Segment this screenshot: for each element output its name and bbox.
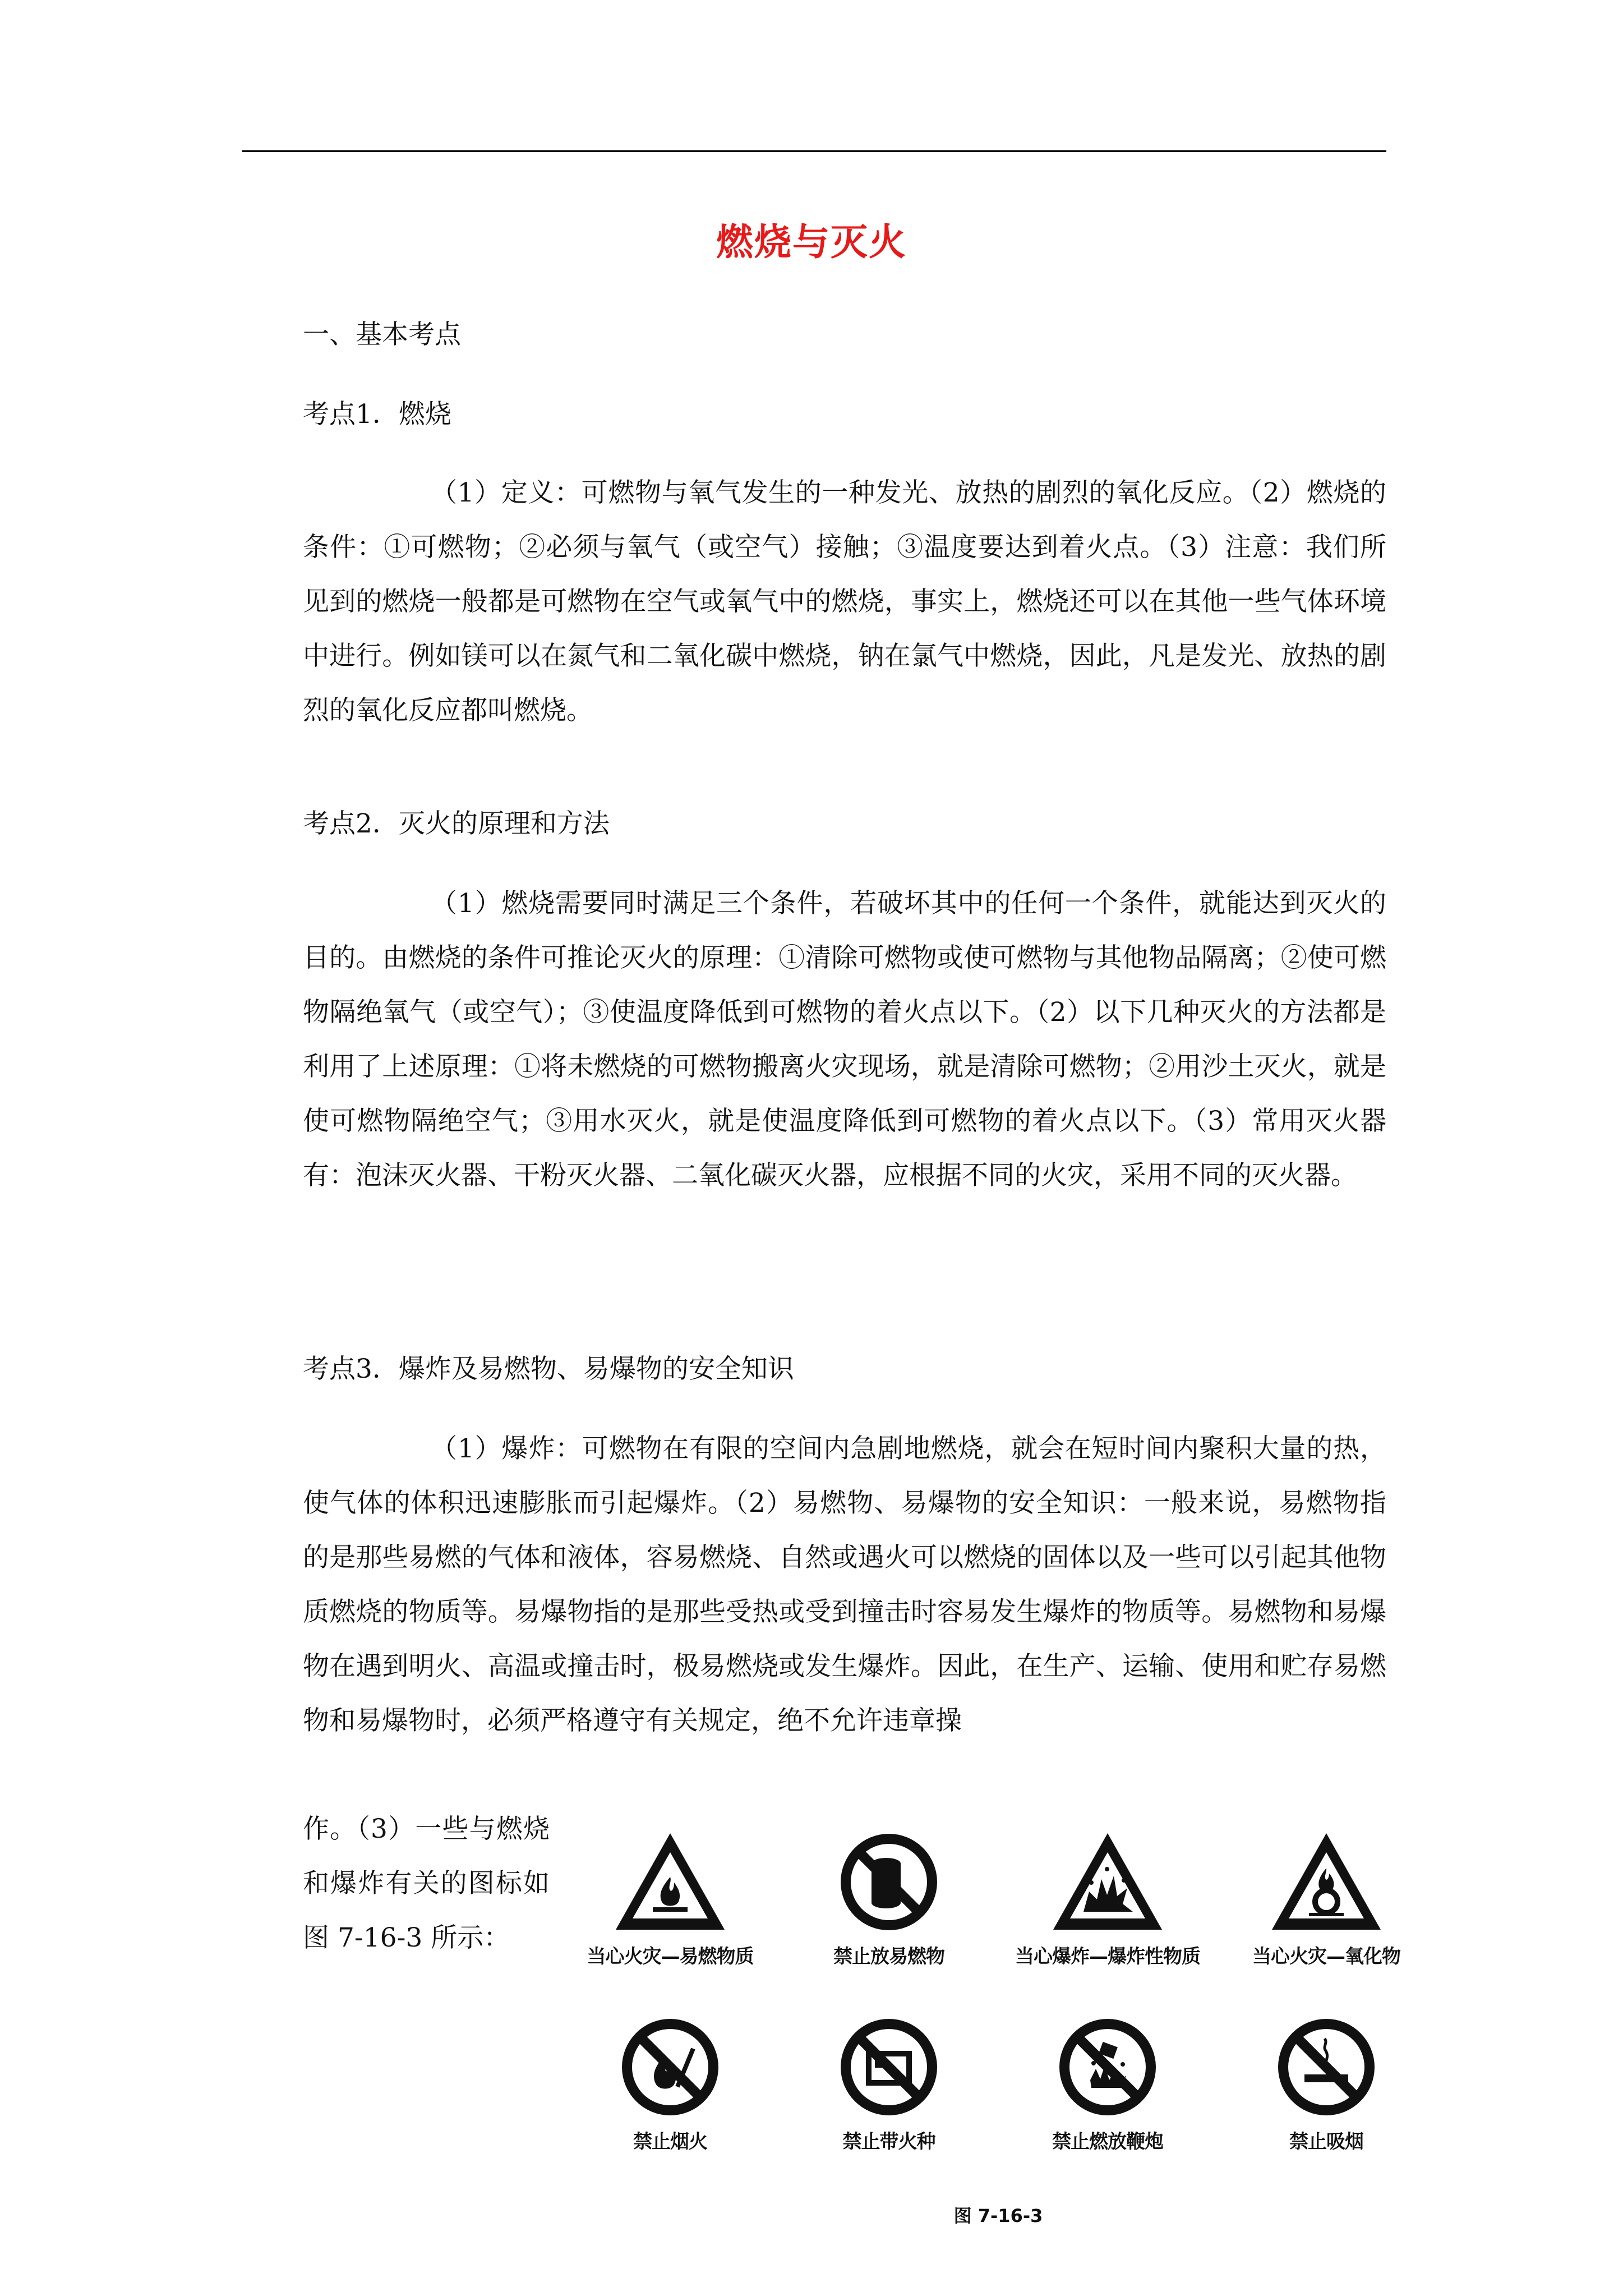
no-flammables-icon	[830, 1829, 948, 1935]
section-heading: 一、基本考点	[303, 319, 461, 350]
oxidizer-warning-icon	[1267, 1829, 1385, 1935]
sign-label: 当心火灾—氧化物	[1252, 1945, 1400, 1968]
no-fire-icon	[611, 2014, 729, 2120]
page-title: 燃烧与灭火	[716, 220, 907, 264]
sign-label: 禁止吸烟	[1289, 2131, 1363, 2153]
no-smoking-icon	[1267, 2014, 1385, 2120]
sign-no-flammables	[780, 1829, 998, 1968]
sign-no-matches	[780, 2014, 998, 2154]
point-1-body: （1）定义：可燃物与氧气发生的一种发光、放热的剧烈的氧化反应。（2）燃烧的条件：①可燃物；②必须与氧气（或空气）接触；③温度要达到着火点。（3）注意：我们所见到的燃烧一般都是可燃物在空气或氧气中的燃烧，事实上，燃烧还可以在其他一些气体环境中进行。例如镁可以在氮气和二氧化碳中燃烧，钠在氯气中燃烧，因此，凡是发光、放热的剧烈的氧化反应都叫燃烧。	[303, 477, 1386, 726]
sign-flammable	[561, 1829, 780, 1968]
sign-label: 禁止烟火	[633, 2131, 707, 2153]
no-matches-icon	[830, 2014, 948, 2120]
sign-no-smoking	[1217, 2014, 1436, 2154]
point-3-heading: 考点3．爆炸及易燃物、易爆物的安全知识	[303, 1354, 794, 1384]
sign-oxidizer	[1217, 1829, 1436, 1968]
point-3-body: （1）爆炸：可燃物在有限的空间内急剧地燃烧，就会在短时间内聚积大量的热，使气体的体积迅速膨胀而引起爆炸。（2）易燃物、易爆物的安全知识：一般来说，易燃物指的是那些易燃的气体和液体，容易燃烧、自然或遇火可以燃烧的固体以及一些可以引起其他物质燃烧的物质等。易爆物指的是那些受热或受到撞击时容易发生爆炸的物质等。易燃物和易爆物在遇到明火、高温或撞击时，极易燃烧或发生爆炸。因此，在生产、运输、使用和贮存易燃物和易爆物时，必须严格遵守有关规定，绝不允许违章操	[303, 1433, 1386, 1736]
point-1-heading: 考点1．燃烧	[303, 399, 451, 430]
sign-no-firecrackers	[998, 2014, 1217, 2154]
flammable-warning-icon	[611, 1829, 729, 1935]
figure-caption: 图 7-16-3	[953, 2205, 1043, 2226]
header-rule	[242, 150, 1386, 152]
sign-label: 当心火灾—易燃物质	[587, 1945, 754, 1968]
sign-label: 当心爆炸—爆炸性物质	[1015, 1945, 1200, 1968]
sign-label: 禁止燃放鞭炮	[1052, 2131, 1163, 2153]
no-firecrackers-icon	[1049, 2014, 1166, 2120]
point-3-tail: 作。（3）一些与燃烧和爆炸有关的图标如图 7-16-3 所示：	[303, 1814, 550, 1953]
sign-label: 禁止放易燃物	[833, 1945, 944, 1968]
sign-label: 禁止带火种	[842, 2131, 935, 2153]
safety-signs-figure	[561, 1829, 1436, 2160]
sign-explosive	[998, 1829, 1217, 1968]
point-2-body: （1）燃烧需要同时满足三个条件，若破坏其中的任何一个条件，就能达到灭火的目的。由燃烧的条件可推论灭火的原理：①清除可燃物或使可燃物与其他物品隔离；②使可燃物隔绝氧气（或空气）；③使温度降低到可燃物的着火点以下。（2）以下几种灭火的方法都是利用了上述原理：①将未燃烧的可燃物搬离火灾现场，就是清除可燃物；②用沙土灭火，就是使可燃物隔绝空气；③用水灭火，就是使温度降低到可燃物的着火点以下。（3）常用灭火器有：泡沫灭火器、干粉灭火器、二氧化碳灭火器，应根据不同的火灾，采用不同的灭火器。	[303, 888, 1386, 1191]
sign-no-fire	[561, 2014, 780, 2154]
point-2-heading: 考点2．灭火的原理和方法	[303, 808, 610, 839]
explosive-warning-icon	[1049, 1829, 1166, 1935]
